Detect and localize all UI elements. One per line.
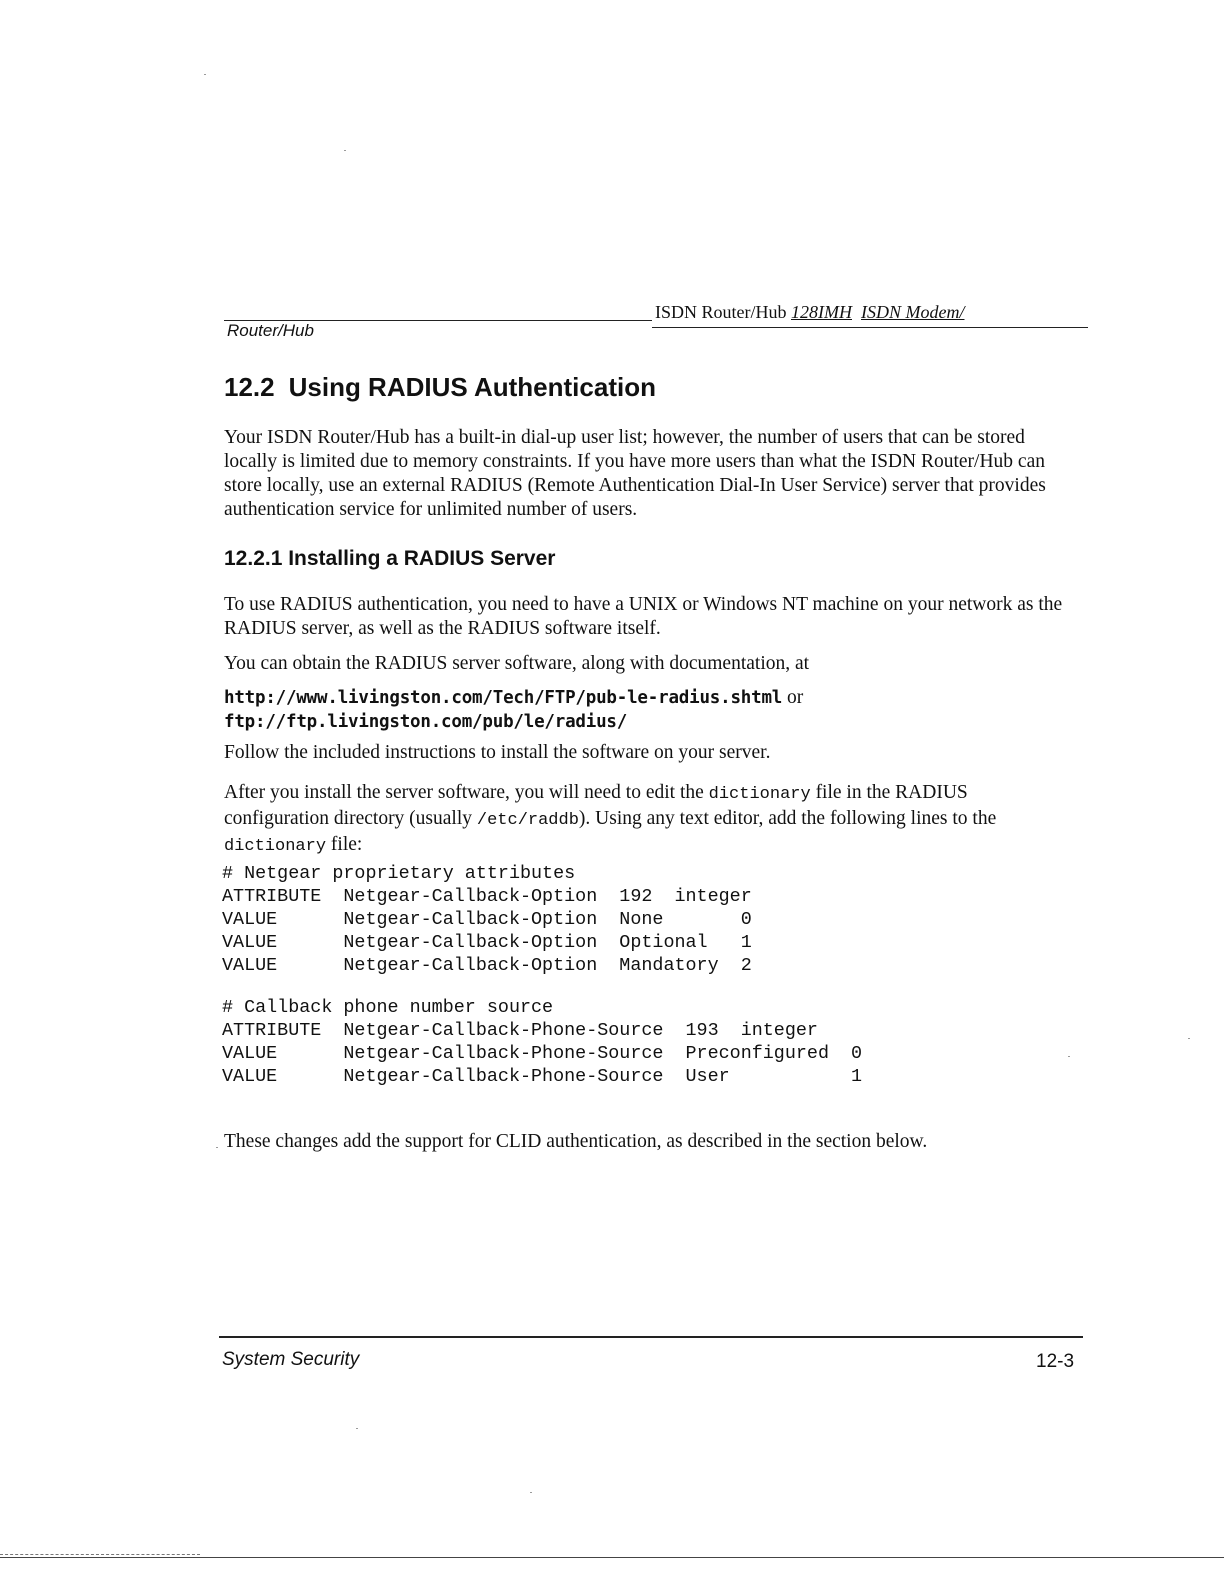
- running-header-subtitle: Router/Hub: [227, 321, 314, 340]
- scan-speck: [1068, 1056, 1070, 1057]
- radius-ftp-link[interactable]: ftp://ftp.livingston.com/pub/le/radius/: [224, 712, 628, 732]
- scan-edge-line: [0, 1557, 1224, 1558]
- section-number: 12.2: [224, 372, 275, 402]
- scan-speck: [204, 74, 206, 75]
- footer-page-number: 12-3: [1036, 1351, 1075, 1372]
- section-heading: [224, 372, 656, 403]
- footer-rule: [219, 1336, 1083, 1338]
- paragraph-requirements: To use RADIUS authentication, you need to have a UNIX or Windows NT machine on your network as the RADIUS server, as well as the RADIUS software itself.: [224, 594, 1063, 639]
- text-span: file in the RADIUS configuration directory (usually: [224, 782, 968, 829]
- radius-http-link[interactable]: http://www.livingston.com/Tech/FTP/pub-le-radius.shtml: [224, 688, 783, 708]
- url-line-2: [224, 710, 627, 734]
- inline-code-dictionary: dictionary: [708, 785, 811, 804]
- paragraph-edit-dictionary: [224, 781, 1074, 859]
- header-rule: [652, 327, 1088, 328]
- scan-speck: [1188, 1038, 1190, 1039]
- text-span: ). Using any text editor, add the following lines to the: [578, 808, 997, 829]
- subsection-heading: 12.2.1 Installing a RADIUS Server: [224, 547, 556, 570]
- paragraph-install-instructions: Follow the included instructions to install the software on your server.: [224, 742, 771, 763]
- section-title: Using RADIUS Authentication: [288, 372, 656, 402]
- text-span: file:: [326, 834, 363, 855]
- scan-speck: [344, 150, 346, 151]
- paragraph-obtain-software: You can obtain the RADIUS server software, along with documentation, at: [224, 653, 810, 674]
- inline-code-dictionary: dictionary: [224, 837, 327, 856]
- scan-speck: [356, 1428, 358, 1429]
- header-model-text: 128IMH: [791, 302, 852, 322]
- url-or-text: or: [782, 687, 804, 708]
- header-product-text: ISDN Router/Hub: [655, 302, 791, 322]
- paragraph-closing: These changes add the support for CLID authentication, as described in the section below.: [224, 1131, 928, 1152]
- footer-chapter-title: System Security: [222, 1349, 360, 1370]
- text-span: After you install the server software, you will need to edit the: [224, 782, 709, 803]
- scan-edge-mark: [0, 1554, 200, 1556]
- url-line-1: [224, 686, 803, 710]
- code-block-callback-phone-source: # Callback phone number source ATTRIBUTE Netgear-Callback-Phone-Source 193 integer VALUE Netgear-Callback-Phone-Source Preconfigured 0 VALUE Netgear-Callback-Phone-Source User 1: [222, 997, 863, 1087]
- scan-speck: [216, 1147, 218, 1148]
- section-intro-paragraph: Your ISDN Router/Hub has a built-in dial-up user list; however, the number of users that can be stored locally is limited due to memory constraints. If you have more users than what the ISDN Router/Hub can store locally, use an external RADIUS (Remote Authentication Dial-In User Service) server that provides authentication service for unlimited number of users.: [224, 427, 1046, 520]
- inline-code-raddb-path: /etc/raddb: [476, 811, 579, 830]
- scan-speck: [530, 1492, 532, 1493]
- code-block-callback-option: # Netgear proprietary attributes ATTRIBUTE Netgear-Callback-Option 192 integer VALUE Netgear-Callback-Option None 0 VALUE Netgear-Callback-Option Optional 1 VALUE Netgear-Callback-Option Mandatory 2: [222, 863, 752, 976]
- running-header-title: [655, 302, 964, 323]
- header-modem-text: ISDN Modem/: [861, 302, 965, 322]
